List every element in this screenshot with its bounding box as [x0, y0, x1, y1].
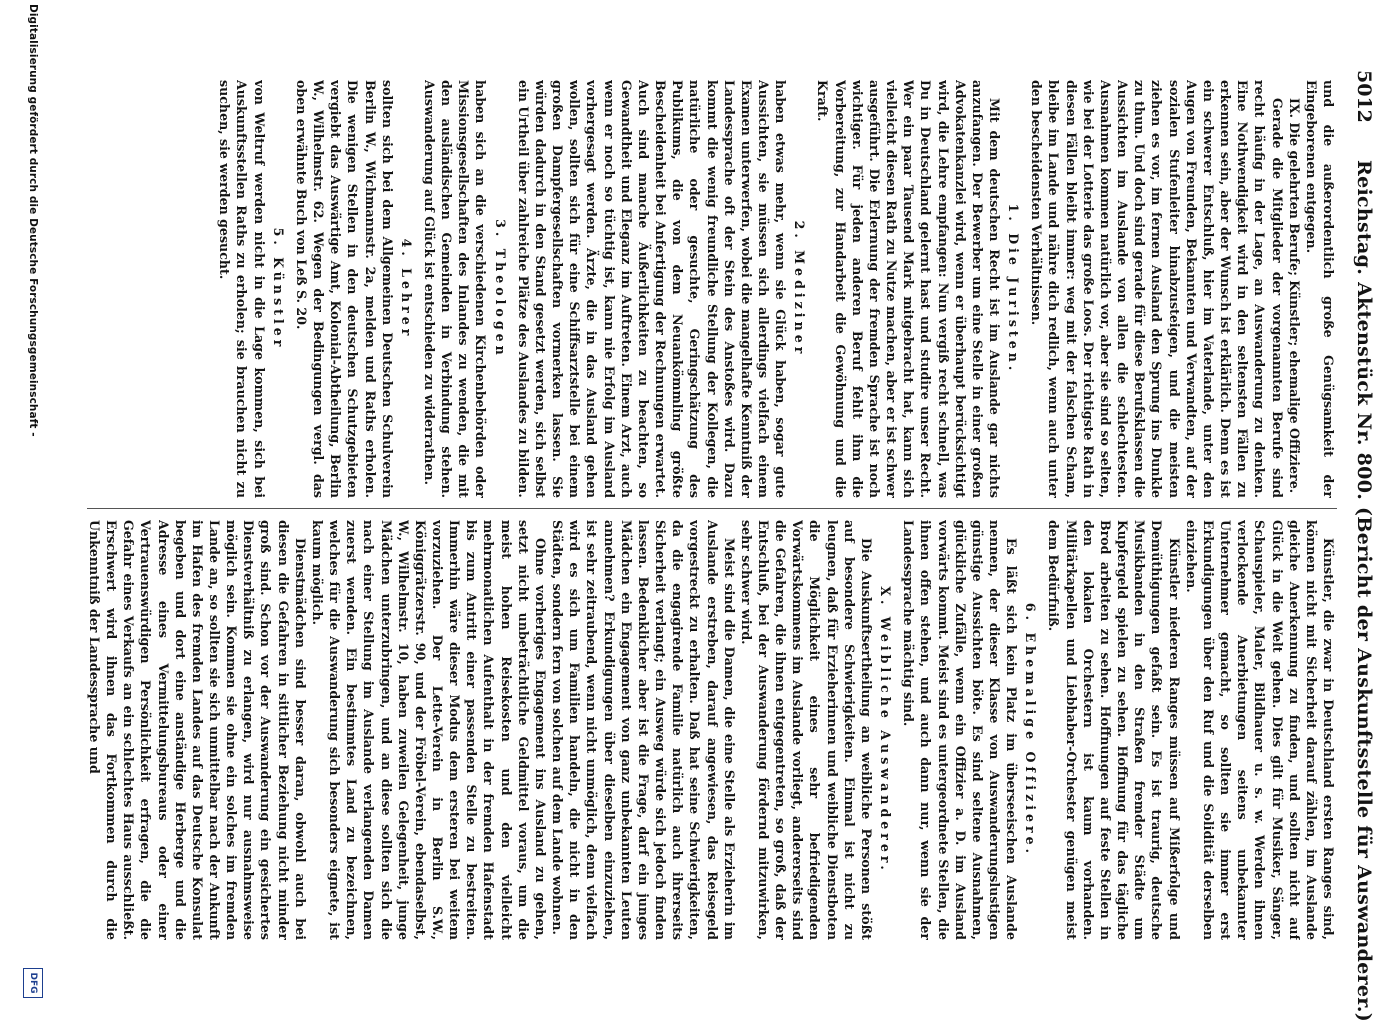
dfg-logo: DFG: [23, 968, 43, 998]
paragraph-juristen: Mit dem deutschen Recht ist im Auslande gar nichts anzufangen. Der Bewerber um eine Stelle in einer großen Advokatenkanzlei wird, wenn er überhaupt berücksichtigt wird, die Lehre empfangen: Nun vergiß recht schnell, was Du in Deutschland gelernt hast und studire unser Recht. Wer ein paar Tausend Mark mitgebracht hat, kann sich vielleicht diesen Rath zu Nutze machen, aber er ist schwer ausgeführt. Die Erlernung der fremden Sprache ist noch wichtiger. Für jeden anderen Beruf fehlt ihm die Vorbereitung, zur Handarbeit die Gewöhnung und die Kraft.: [815, 80, 1003, 498]
paragraph-x-4: Dienstmädchen sind besser daran, obwohl auch bei diesen die Gefahren in sittlicher Beziehung nicht minder groß sind. Schon vor der Auswanderung ein gesichertes Dienstverhältniß zu erlangen, wird nur ausnahmsweise möglich sein. Kommen sie ohne ein solches im fremden Lande an, so sollten sie sich unmittelbar nach der Ankunft im Hafen des fremden Landes auf das Deutsche Konsulat begeben und dort eine anständige Herberge und die Adresse eines Vermittelungsbureaus oder einer Vertrauenswürdigen Persönlichkeit erfragen, die die Gefahr eines Verkaufs an ein schlechtes Haus ausschließt. Erschwert wird ihnen das Fortkommen durch die Unkenntniß der Landessprache und: [87, 520, 308, 940]
right-column: [87, 520, 1337, 940]
paragraph-x-3: Ohne vorheriges Engagement ins Ausland zu gehen, setzt nicht unbeträchtliche Geldmittel voraus, um die meist hohen Reisekosten und den vielleicht mehrmonatlichen Aufenthalt in der fremden Hafenstadt bis zum Antritt einer passenden Stelle zu bestreiten. Immerhin wäre dieser Modus dem ersteren bei weitem vorzuziehen. Der Lette-Verein in Berlin S.W., Königgrätzerstr. 90, und der Fröbel-Verein, ebendaselbst, W., Wilhelmstr. 10, haben zuweilen Gelegenheit, junge Mädchen unterzubringen, und an diese sollten sich die nach einer Stellung im Auslande verlangenden Damen zuerst wenden. Ein bestimmtes Land zu bezeichnen, welches für die Auswanderung sich besonders eignete, ist kaum möglich.: [309, 520, 548, 940]
subheading-lehrer: 4. Lehrer: [398, 238, 414, 340]
paragraph-lehrer: sollten sich bei dem Allgemeinen Deutschen Schulverein Berlin W., Wichmannstr. 2a, melden und Raths erholen. Die wenigen Stellen in den deutschen Schutzgebieten vergiebt das Auswärtige Amt, Kolonial-Abtheilung, Berlin W., Wilhelmstr. 62. Wegen der Bedingungen vergl. das oben erwähnte Buch von Leß S. 20.: [293, 80, 395, 498]
paragraph-offiziere: Es läßt sich kein Platz im überseeischen Auslande nennen, der dieser Klasse von Auswanderungslustigen günstige Aussichten böte. Es sind seltene Ausnahmen, glückliche Zufälle, wenn ein Offizier a. D. im Ausland vorwärts kommt. Meist sind es untergeordnete Stellen, die ihnen offen stehen, und auch dann nur, wenn sie der Landessprache mächtig sind.: [901, 520, 1020, 940]
page-header: [1347, 70, 1377, 1022]
subheading-kuenstler: 5. Künstler: [270, 227, 286, 351]
paragraph-kuenstler-cont: Künstler, die zwar in Deutschland ersten Ranges sind, können nicht mit Sicherheit darauf zählen, im Auslande gleiche Anerkennung zu finden, und sollten nicht auf Glück in die Welt gehen. Dies gilt für Musiker, Sänger, Schauspieler, Maler, Bildhauer u. s. w. Werden ihnen verlockende Anerbietungen seitens unbekannter Unternehmer gemacht, so sollten sie immer erst Erkundigungen über den Ruf und die Solidität derselben einziehen.: [1183, 520, 1336, 940]
paragraph-x-1: Die Auskunftsertheilung an weibliche Personen stößt auf besondere Schwierigkeiten. Einmal ist nicht zu leugnen, daß für Erzieherinnen und weibliche Dienstboten die Möglichkeit eines sehr befriedigenden Vorwärtskommens im Auslande vorliegt, andererseits sind die Gefahren, die ihnen entgegentreten, so groß, daß der Entschluß, bei der Auswanderung fördernd mitzuwirken, sehr schwer wird.: [738, 520, 874, 940]
section-x-title: X. Weibliche Auswanderer.: [878, 586, 894, 874]
paragraph-theologen: haben sich an die verschiedenen Kirchenbehörden oder Missionsgesellschaften des Inlandes zu wenden, die mit den ausländischen Gemeinden in Verbindung stehen. Auswanderung auf Glück ist entschieden zu widerrathen.: [422, 80, 489, 498]
section-ix-title: IX. Die gelehrten Berufe; Künstler; ehemalige Offiziere.: [1286, 98, 1302, 494]
page-number: 5012: [1353, 70, 1375, 123]
subheading-mediziner: 2. Mediziner: [792, 220, 808, 358]
column-divider: [87, 508, 1337, 509]
subheading-theologen: 3. Theologen: [492, 219, 508, 359]
paragraph-intro: und die außerordentlich große Genügsamkeit der Eingeborenen entgegen.: [1303, 80, 1336, 498]
subheading-offiziere: 6. Ehemalige Offiziere.: [1023, 602, 1039, 858]
subheading-juristen: 1. Die Juristen.: [1006, 203, 1022, 375]
paragraph-mediziner: haben etwas mehr, wenn sie Glück haben, sogar gute Aussichten, sie müssen sich allerdings vielfach einem Examen unterwerfen, wobei die mangelhafte Kenntniß der Landessprache oft der Stein des Anstoßes wird. Dazu kommt die wenig freundliche Stellung der Kollegen, die natürliche oder gesuchte, Geringschätzung des Publikums, die von dem Neuankömmling größte Bescheidenheit bei Anfertigung der Rechnungen erwartet. Auch sind manche Äußerlichkeiten zu beachten, so Gewandtheit und Eleganz im Auftreten. Einem Arzt, auch wenn er noch so tüchtig ist, kann nie Erfolg im Ausland vorhergesagt werden. Ärzte, die in das Ausland gehen wollen, sollten sich für eine Schiffsarztstelle bei einem großen Dampfergesellschaften vormerken lassen. Sie würden dadurch in den Stand gesetzt werden, sich selbst ein Urtheil über zahlreiche Plätze des Auslandes zu bilden.: [515, 80, 789, 498]
paragraph-x-2: Meist sind die Damen, die eine Stelle als Erzieherin im Auslande erstreben, darauf angewiesen, das Reisegeld vorgestreckt zu erhalten. Daß hat seine Schwierigkeiten, da die engagirende Familie natürlich auch ihrerseits Sicherheit verlangt; ein Ausweg würde sich jedoch finden lassen. Bedenklicher aber ist die Frage, darf ein junges Mädchen ein Engagement von ganz unbekannten Leuten annehmen? Erkundigungen über dieselben einzuziehen, ist sehr zeitraubend, wenn nicht unmöglich, denn vielfach wird es sich um Familien handeln, die nicht in den Städten, sondern fern von solchen auf dem Lande wohnen.: [550, 520, 737, 940]
digitization-credit: Digitalisierung gefördert durch die Deutsche Forschungsgemeinschaft -: [27, 4, 39, 437]
running-title: Reichstag. Aktenstück Nr. 800. (Bericht der Auskunftsstelle für Auswanderer.): [1353, 160, 1375, 1022]
scan-footer: [9, 0, 59, 1000]
left-column: [87, 80, 1337, 498]
paragraph-ix-1: Gerade die Mitglieder der vorgenannten Berufe sind recht häufig in der Lage, an Auswanderung zu denken. Eine Nothwendigkeit wird in den seltensten Fällen zu erkennen sein, aber der Wunsch ist erklärlich. Denn es ist ein schwerer Entschluß, hier im Vaterlande, unter den Augen von Freunden, Bekannten und Verwandten, auf der sozialen Stufenleiter hinabzusteigen, und die meisten ziehen es vor, im fernen Ausland den Sprung ins Dunkle zu thun. Und doch sind gerade für diese Berufsklassen die Aussichten im Auslande von allen die schlechtesten. Ausnahmen kommen natürlich vor, aber sie sind so selten, wie bei der Lotterie das große Loos. Der richtigste Rath in diesen Fällen bleibt immer: weg mit der falschen Scham, bleibe im Lande und nähre dich redlich, wenn auch unter den bescheidensten Verhältnissen.: [1029, 80, 1285, 498]
paragraph-kuenstler-cont-2: Künstler niederen Ranges müssen auf Mißerfolge und Demüthigungen gefaßt sein. Es ist traurig, deutsche Musikbanden in den Straßen fremder Städte um Kupfergeld spielen zu sehen. Hoffnung für das tägliche Brod arbeiten zu sehen. Hoffnungen auf feste Stellen in den lokalen Orchestern ist kaum vorhanden. Militärkapellen und Liebhaber-Orchester genügen meist dem Bedürfniß.: [1046, 520, 1182, 940]
paragraph-kuenstler: von Weltruf werden nicht in die Lage kommen, sich bei Auskunftsstellen Raths zu erholen; sie brauchen nicht zu suchen, sie werden gesucht.: [217, 80, 267, 498]
